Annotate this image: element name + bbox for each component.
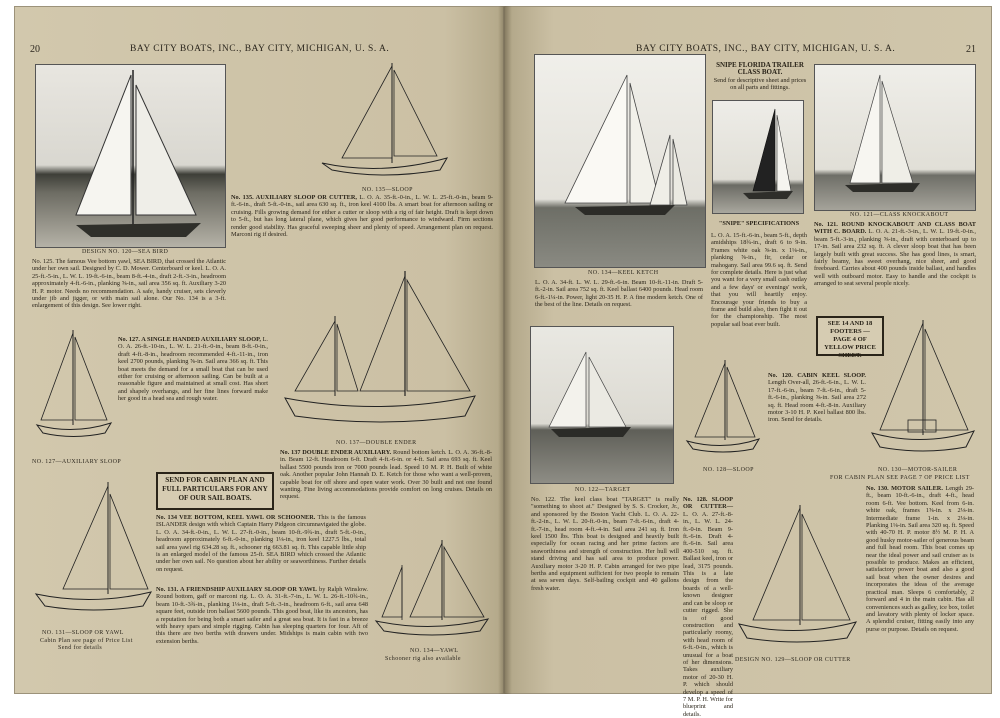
caption-sloop-yawl-131-sub: Cabin Plan see page of Price List	[40, 638, 133, 644]
title-no135: No. 135. AUXILIARY SLOOP OR CUTTER,	[231, 194, 357, 201]
title-no130: No. 130. MOTOR SAILER.	[866, 485, 943, 492]
body-no120: Length Over-all, 26-ft.-6-in., L. W. L. 17-ft.-6-in., beam 7-ft.-6-in., draft 5-ft.-6-in., planking ⅝-in. Sail area 272 sq. ft. Head room 4-ft.-8-in. Auxiliary motor 3-10 H. P. Keel ballast 800 lbs. iron. Send for details.	[768, 379, 866, 424]
drawing-yawl-134	[372, 535, 492, 645]
caption-sloop-yawl-131: NO. 131—SLOOP OR YAWL	[42, 630, 124, 636]
text-no120	[768, 372, 866, 462]
page-header-left: BAY CITY BOATS, INC., BAY CITY, MICHIGAN, U. S. A.	[130, 44, 390, 54]
send-for-cabin-plan-box: SEND FOR CABIN PLAN AND FULL PARTICULARS FOR ANY OF OUR SAIL BOATS.	[156, 472, 274, 510]
text-no121	[814, 221, 976, 299]
text-no131	[156, 586, 368, 671]
body-no127: L. O. A. 26-ft.-10-in., L. W. L. 21-ft.-0-in., beam 8-ft.-0-in., draft 4-ft.-8-in., headroom recommended 4-ft.-11-in., iron keel 2700 pounds, planking ⅝-in. Sail area 366 sq. ft. This boat meets the demand for a small boat that can be used either for cruising or afternoon sailing. Can be built at a reasonable figure and maintained at small cost. Has short and shapely overhangs, and her fine lines forward make her good in a head sea and rough water.	[118, 336, 268, 403]
title-snipe: SNIPE FLORIDA TRAILER CLASS BOAT.	[716, 61, 804, 77]
text-no125: No. 125. The famous Vee bottom yawl, SEA BIRD, that crossed the Atlantic under her own sail. Designed by C. D. Mower. Centerboard or keel. L. O. A. 25-ft.-5-in., L. W. L. 19-ft.-6-in., beam 8-ft.-4-in., draft 2-ft.-3-in., headroom approximately 4-ft.-6-in., planking ⅝-in., sail area 356 sq. ft. Auxiliary 3-20 H. P. motor. Needs no recommendation. A safe, handy cruiser, sets cleverly under jib and jigger, or with main sail alone. Our No. 134 is a 3-ft. enlargement of this design. See lower right.	[32, 258, 226, 310]
caption-motor-sailer-sub: FOR CABIN PLAN SEE PAGE 7 OF PRICE LIST	[830, 475, 970, 481]
body-snipe: Send for descriptive sheet and prices on all parts and fittings.	[713, 76, 807, 92]
photo-snipe	[712, 100, 804, 214]
text-no130	[866, 485, 974, 670]
body-no131: by Ralph Winslow. Round bottom, gaff or marconi rig. L. O. A. 31-ft.-7-in., L. W. L. 26-ft.-10¾-in., beam 10-ft.-3¾-in., planking 1⅛-in., draft 5-ft.-3-in., headroom 6-ft., sail area 648 square feet, outside iron ballast 5600 pounds. This good boat, like its ancestors, has a reputation for being both a smart sailer and a great sea boat. It is fast in a breeze with heavy spars and simple rigging. Cabin has sleeping quarters for four. Aft of this there are two berths with drawers under. Midships is main cabin with two extension berths.	[156, 586, 368, 645]
caption-sloop-yawl-131-sub2: Send for details	[58, 645, 103, 651]
caption-sloop-128: NO. 128—SLOOP	[703, 467, 754, 473]
caption-yawl-134-sub: Schooner rig also available	[385, 656, 461, 662]
photo-class-knockabout	[814, 64, 976, 211]
text-no128	[683, 496, 734, 718]
drawing-motor-sailer-130	[868, 315, 978, 465]
title-no128: No. 128. SLOOP OR CUTTER—	[683, 496, 733, 511]
book-gutter	[498, 6, 512, 694]
caption-yawl-134: NO. 134—YAWL	[410, 648, 459, 654]
page-number-right: 21	[966, 44, 976, 55]
caption-double-ender-137: NO. 137—DOUBLE ENDER	[336, 440, 417, 446]
photo-target	[530, 326, 674, 484]
drawing-aux-sloop-127	[33, 325, 113, 445]
text-snipe-heading	[710, 62, 810, 98]
body-no130: Length 29-ft., beam 10-ft.-6-in., draft 4-ft., head room 6-ft. Vee bottom. Keel from 6-in. white oak, frames 1⅝-in. x 2⅛-in. Intermediate frame 1-in. x 2⅛-in. Planking 1⅛-in. Sail area 320 sq. ft. Speed with 40-70 H. P. motor 8½ M. P. H. A good husky motor-sailer of generous beam and full head room. This boat comes up near the ideal power and sail cruiser as is possible to produce. Makes an efficient, satisfactory power boat and also a good sail boat when the owner desires and incorporates the ideas of the average practical man. Sleeps 6 comfortably, 2 forward and 4 in the main cabin. Has all conveniences such as galley, ice box, toilet and lavatory with plenty of locker space. A splendid cruiser, fitting easily into any purse or purpose. Details on request.	[866, 485, 974, 633]
body-no134: This is the famous ISLANDER design with which Captain Harry Pidgeon circumnavigated the globe. L. O. A. 34-ft.-0-in., L. W. L. 27-ft.-0-in., beam 10-ft.-9¾-in., draft 5-ft.-0-in., headroom approximately 6-ft.-0-in., planking 1⅛-in., iron keel 1227.5 lbs., total sail area yawl rig 634.28 sq. ft., schooner rig 663.81 sq. ft. This capable little ship is an enlarged model of the famous 25-ft. SEA BIRD which crossed the Atlantic under her own sail. No question about her ability or seaworthiness. Further details on request.	[156, 514, 366, 573]
body-no121: L. O. A. 21-ft.-3-in., L. W. L. 19-ft.-0-in., beam 5-ft.-3-in., planking ⅝-in., draft with centerboard up to 17-in. Sail area 232 sq. ft. A clever sloop boat that has been largely built with great success. She has good lines, is smart, fairly beamy, has sweet overhang, nice sheer, and good freeboard. Carries about 400 pounds inside ballast, and handles well with outboard motor. Easy to handle and the cockpit is arranged to seat several people nicely.	[814, 228, 976, 288]
text-no127	[118, 336, 268, 458]
title-no134: No. 134 VEE BOTTOM, KEEL YAWL OR SCHOONER.	[156, 514, 316, 521]
text-no135	[231, 194, 493, 259]
text-no122: No. 122. The keel class boat "TARGET" is really "something to shoot at." Designed by S. S. Crocker, Jr., and sponsored by the Boston Yacht Club. L. O. A. 22-ft.-2-in., L. W. L. 20-ft.-0-in., beam 7-ft.-6-in., draft 4-ft.-7-in., head room 4-ft.-4-in. Sail area 241 sq. ft. Iron keel 1500 lbs. This boat is designed and heavily built especially for ocean racing and her prime factors are seaworthiness and strength of construction. Her hull will stand driving and has sail area to produce power. Auxiliary motor 3-20 H. P. Cabin arranged for two pipe berths and equipment sufficient for two people to remain at sea seven days. Self-bailing cockpit and 40 gallons fresh water.	[531, 496, 679, 592]
text-no134	[156, 514, 366, 584]
see-footers-box: SEE 14 AND 18 FOOTERS — PAGE 4 OF YELLOW PRICE SHEET.	[816, 316, 884, 356]
page-number-left: 20	[30, 44, 40, 55]
drawing-sloop-135	[312, 58, 452, 183]
drawing-sloop-yawl-131	[33, 474, 153, 624]
text-keel-ketch: L. O. A. 34-ft. L. W. L. 29-ft.-6-in. Beam 10-ft.-11-in. Draft 5-ft.-2-in. Sail area 752 sq. ft. Keel ballast 6400 pounds. Head room 6-ft.-1¼-in. Power, light 20-35 H. P. A fine modern ketch. One of the best of the line. Details on request.	[535, 279, 703, 309]
drawing-sloop-cutter-129	[735, 500, 860, 650]
caption-sea-bird: DESIGN NO. 120—SEA BIRD	[82, 249, 169, 255]
caption-target: NO. 122—TARGET	[575, 487, 631, 493]
title-snipe-specs: "SNIPE" SPECIFICATIONS	[718, 220, 800, 227]
title-no120: No. 120. CABIN KEEL SLOOP.	[768, 372, 866, 379]
drawing-sloop-128	[683, 355, 763, 460]
photo-sea-bird	[35, 64, 226, 248]
body-no135: L. O. A. 35-ft.-0-in., L. W. L. 25-ft.-0-in., beam 9-ft.-6-in., draft 5-ft.-0-in., sail area 630 sq. ft., iron keel 4100 lbs. A smart boat for afternoon sailing or cruising. Fills growing demand for either a cutter or sloop with a rig of fair height. Draft is kept down to 5-ft., but has long lateral plane, which gives her good performance to windward. Firm sections render good stability. Has graceful sweeping sheer and plenty of speed. Arrangement plan on request. Marconi rig if desired.	[231, 194, 493, 239]
caption-motor-sailer: NO. 130—MOTOR-SAILER	[878, 467, 958, 473]
body-no128: L. O. A. 27-ft.-8-in., L. W. L. 24-ft.-0-in. Beam 9-ft.-6-in. Draft 4-ft.-6-in. Sail area 400-510 sq. ft. Ballast keel, iron or lead, 3175 pounds. This is a late design from the boards of a well-known designer and can be sloop or cutter rigged. She is of good construction and particularly roomy, with head room of 6-ft.-0-in., which is unusual for a boat of her dimensions. Takes auxiliary motor of 20-30 H. P. which should develop a speed of 7 M. P. H. Write for blueprint and details.	[683, 510, 734, 718]
title-no127: No. 127. A SINGLE HANDED AUXILIARY SLOOP,	[118, 336, 261, 343]
text-snipe-specs: L. O. A. 15-ft.-6-in., beam 5-ft., depth amidships 18¾-in., draft 6 to 9-in. Frames white oak ⅝-in. x 1⅛-in., planking ⅝-in., fir, cedar or mahogany. Sail area 99.6 sq. ft. Send for complete details. Here is just what you want for a very small cash outlay and a few days' or evenings' work, that you will heartily enjoy. Encourage your friends to buy a frame and build also, then fight it out for the championship. The most popular sail boat ever built.	[711, 232, 807, 328]
caption-class-knockabout: NO. 121—CLASS KNOCKABOUT	[850, 212, 949, 218]
caption-sloop-135: NO. 135—SLOOP	[362, 187, 413, 193]
photo-keel-ketch	[534, 54, 706, 268]
caption-sloop-cutter-129: DESIGN NO. 129—SLOOP OR CUTTER	[735, 657, 851, 663]
page-header-right: BAY CITY BOATS, INC., BAY CITY, MICHIGAN, U. S. A.	[636, 44, 896, 54]
caption-aux-sloop-127: NO. 127—AUXILIARY SLOOP	[32, 459, 122, 465]
caption-keel-ketch: NO. 134—KEEL KETCH	[588, 270, 659, 276]
title-no121: No. 121. ROUND KNOCKABOUT AND CLASS BOAT WITH C. BOARD.	[814, 221, 976, 236]
title-no137: No. 137 DOUBLE ENDER AUXILIARY.	[280, 449, 392, 456]
title-no131: No. 131. A FRIENDSHIP AUXILIARY SLOOP OR YAWL	[156, 586, 317, 593]
body-no137: Round bottom ketch. L. O. A. 36-ft.-8-in. Beam 12-ft. Headroom 6-ft. Draft 4-ft.-6-in. or 4-ft. Sail area 693 sq. ft. Keel ballast 5500 pounds iron or 7000 pounds lead. Speed 10 M. P. H. Built of white oak. Another popular John Hannah D. E. Ketch for those who want a well-proven, capable boat for off shore and open water work. Over 30 built and not one found wanting. Fine living accommodations provide comfort on long cruises. Details on request.	[280, 449, 493, 501]
drawing-double-ender-137	[280, 266, 480, 436]
